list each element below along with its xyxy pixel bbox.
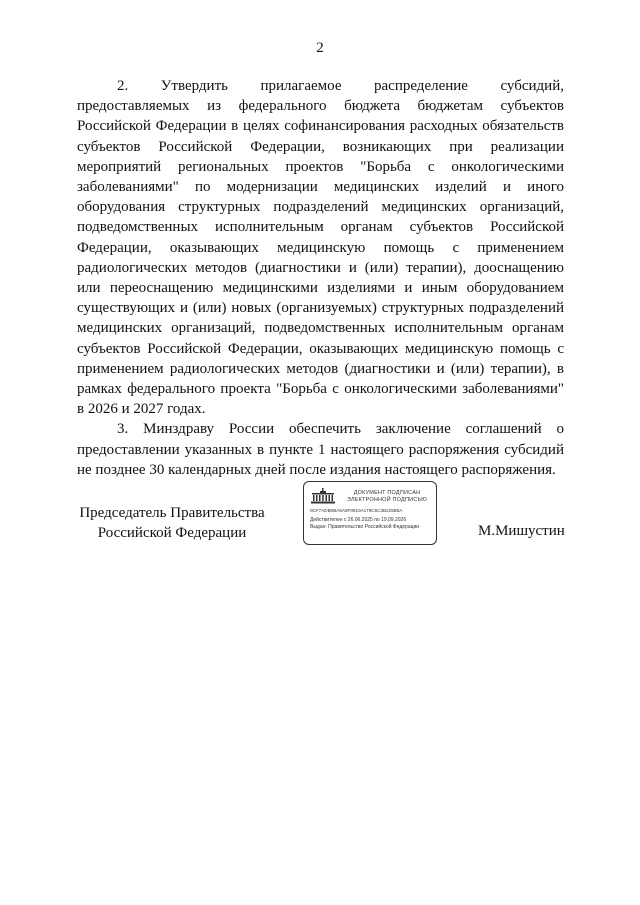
stamp-title bbox=[340, 490, 434, 504]
stamp-certificate-number: 0CF7ADB0BA5A6F0910A179C5C3B225B5A bbox=[310, 508, 403, 513]
signatory-name: М.Мишустин bbox=[478, 523, 565, 539]
paragraph-item-2: 2. Утвердить прилагаемое распределение субсидий, предоставляемых из федерального бюджета бюджетам субъектов Российской Федерации в целях софинансирования расходных обязательств субъектов Российской Федерации, возникающих при реализации мероприятий региональных проектов "Борьба с онкологическими заболеваниями" по модернизации медицинских изделий и иного оборудования структурных подразделений медицинских организаций, подведомственных исполнительным органам субъектов Российской Федерации, оказывающих медицинскую помощь с применением радиологических методов (диагностики и (или) терапии), дооснащению или переоснащению медицинскими изделиями и иным оборудованием существующих и (или) новых (организуемых) структурных подразделений медицинских организаций, подведомственных исполнительным органам субъектов Российской Федерации, оказывающих медицинскую помощь с применением радиологических методов (диагностики и (или) терапии), в рамках федерального проекта "Борьба с онкологическими заболеваниями" в 2026 и 2027 годах. bbox=[77, 78, 564, 418]
document-body bbox=[77, 76, 564, 480]
signatory-position-line1: Председатель Правительства bbox=[79, 505, 265, 521]
stamp-issuer: Выдан: Правительство Российской Федерации bbox=[310, 524, 420, 530]
signatory-position-line2: Российской Федерации bbox=[97, 525, 247, 541]
stamp-title-line1: ДОКУМЕНТ ПОДПИСАН bbox=[353, 490, 421, 496]
electronic-signature-stamp bbox=[303, 481, 437, 545]
signatory-position bbox=[77, 503, 267, 543]
stamp-validity: Действителен с 26.06.2025 по 19.09.2026 bbox=[310, 517, 407, 523]
government-building-icon bbox=[310, 488, 336, 504]
page-number: 2 bbox=[316, 40, 324, 56]
paragraph-item-3: 3. Минздраву России обеспечить заключение соглашений о предоставлении указанных в пункте 1 настоящего распоряжения субсидий не позднее 30 календарных дней после издания настоящего распоряжения. bbox=[77, 421, 564, 478]
stamp-title-line2: ЭЛЕКТРОННОЙ ПОДПИСЬЮ bbox=[346, 497, 428, 503]
